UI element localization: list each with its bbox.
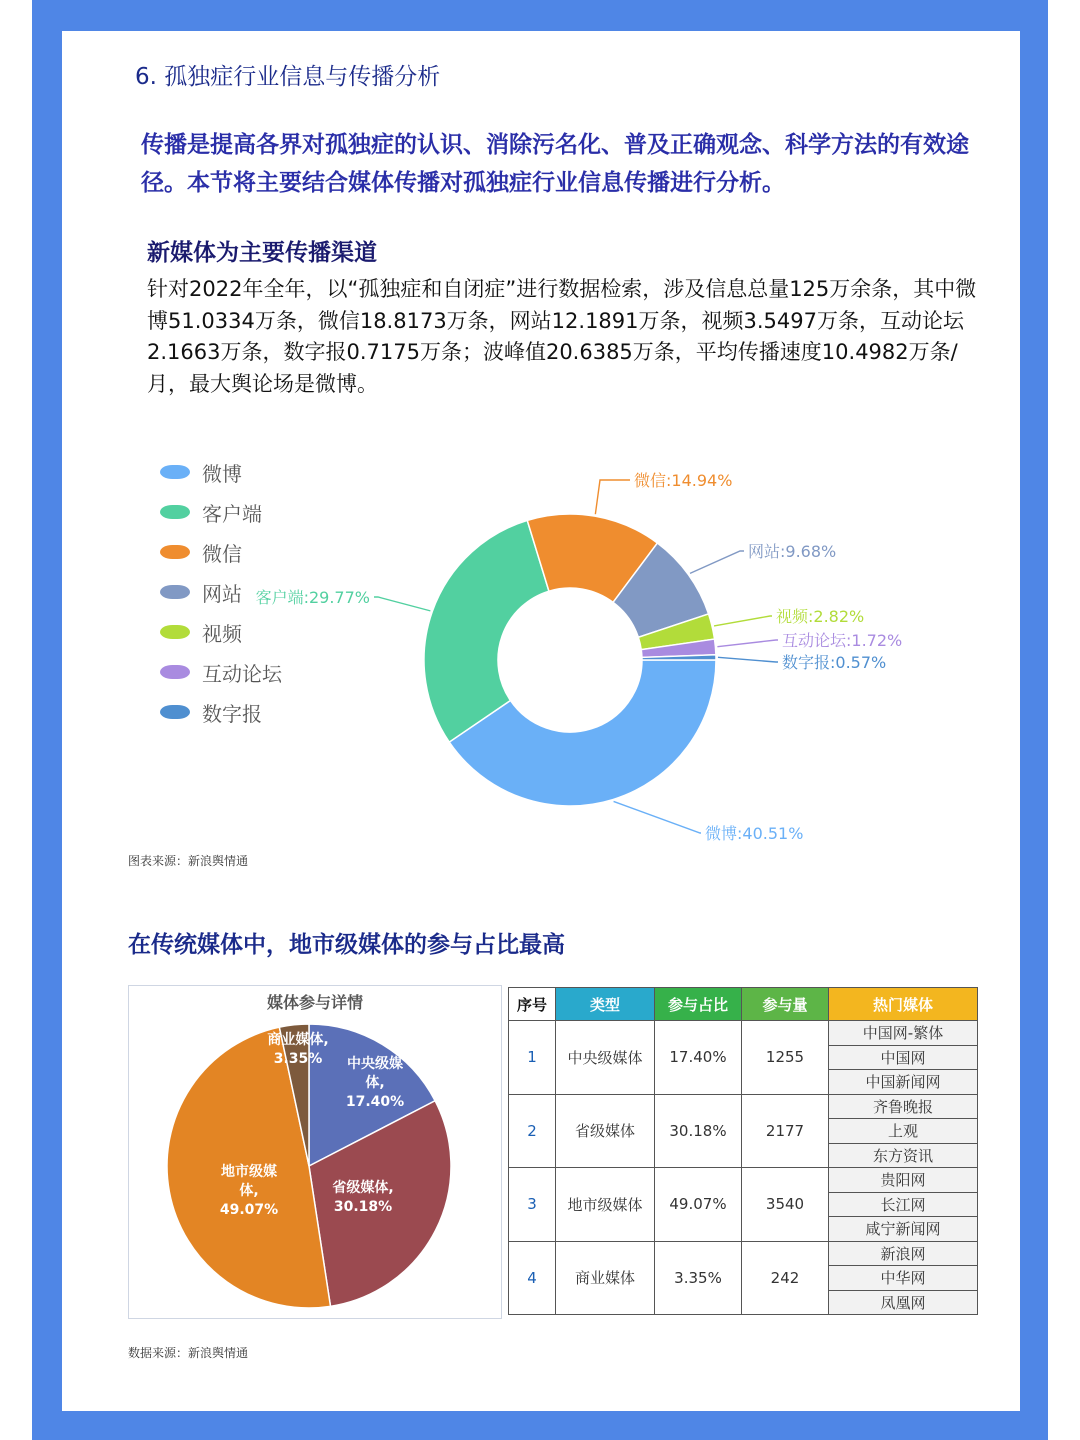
cell-index: 3 — [509, 1168, 556, 1242]
donut-slice-client — [424, 520, 549, 742]
donut-label-forum: 互动论坛:1.72% — [782, 631, 903, 650]
table-header-col-share[interactable]: 参与占比 — [655, 988, 742, 1021]
donut-leader-weibo — [614, 801, 701, 833]
donut-label-website: 网站:9.68% — [748, 542, 837, 561]
pie-label-commercial: 商业媒体, 3.35% — [267, 1032, 329, 1067]
cell-type: 商业媒体 — [556, 1241, 655, 1315]
cell-count: 1255 — [742, 1021, 829, 1095]
cell-share: 17.40% — [655, 1021, 742, 1095]
pie-label-municipal: 地市级媒体, 49.07% — [219, 1164, 279, 1218]
pie-chart-panel — [128, 985, 502, 1319]
cell-hot-media: 贵阳网 — [829, 1168, 978, 1193]
page-border-left — [32, 0, 62, 1440]
cell-count: 3540 — [742, 1168, 829, 1242]
donut-chart — [240, 460, 960, 850]
donut-leader-digital-paper — [718, 657, 778, 662]
cell-share: 3.35% — [655, 1241, 742, 1315]
page-border-right — [1020, 0, 1048, 1440]
cell-hot-media: 中国网 — [829, 1045, 978, 1070]
donut-label-video: 视频:2.82% — [776, 607, 865, 626]
cell-hot-media: 中国新闻网 — [829, 1070, 978, 1095]
traditional-media-heading: 在传统媒体中，地市级媒体的参与占比最高 — [128, 932, 565, 958]
intro-text: 传播是提高各界对孤独症的认识、消除污名化、普及正确观念、科学方法的有效途径。本节将主要结合媒体传播对孤独症行业信息传播进行分析。 — [141, 132, 969, 196]
donut-leader-forum — [717, 640, 778, 647]
legend-swatch — [160, 585, 190, 599]
cell-index: 1 — [509, 1021, 556, 1095]
cell-index: 2 — [509, 1094, 556, 1168]
cell-hot-media: 中国网-繁体 — [829, 1021, 978, 1046]
donut-label-digital-paper: 数字报:0.57% — [782, 653, 887, 672]
table-header-row — [509, 988, 978, 1021]
section-title: 6. 孤独症行业信息与传播分析 — [135, 64, 441, 90]
donut-label-weibo: 微博:40.51% — [705, 824, 804, 843]
cell-hot-media: 上观 — [829, 1119, 978, 1144]
donut-leader-wechat — [595, 480, 630, 514]
table-header-col-count[interactable]: 参与量 — [742, 988, 829, 1021]
cell-hot-media: 齐鲁晚报 — [829, 1094, 978, 1119]
chart-source: 图表来源：新浪舆情通 — [128, 854, 249, 868]
legend-label: 微博 — [202, 461, 242, 486]
cell-share: 49.07% — [655, 1168, 742, 1242]
table-row — [509, 1168, 978, 1193]
pie-chart-title: 媒体参与详情 — [266, 993, 363, 1012]
table-row — [509, 1094, 978, 1119]
donut-label-wechat: 微信:14.94% — [634, 471, 733, 490]
legend-swatch — [160, 705, 190, 719]
table-header-col-index[interactable]: 序号 — [509, 988, 556, 1021]
legend-label: 视频 — [202, 621, 242, 646]
page-border-top — [32, 0, 1048, 31]
legend-swatch — [160, 545, 190, 559]
legend-label: 客户端 — [202, 501, 262, 526]
cell-type: 省级媒体 — [556, 1094, 655, 1168]
pie-label-central: 中央级媒体, 17.40% — [345, 1056, 405, 1110]
legend-swatch — [160, 465, 190, 479]
table-row — [509, 1241, 978, 1266]
donut-leader-video — [714, 616, 772, 626]
cell-count: 2177 — [742, 1094, 829, 1168]
new-media-heading: 新媒体为主要传播渠道 — [147, 240, 377, 266]
cell-hot-media: 咸宁新闻网 — [829, 1217, 978, 1242]
donut-leader-website — [690, 551, 744, 573]
donut-leader-client — [374, 597, 430, 611]
cell-share: 30.18% — [655, 1094, 742, 1168]
legend-label: 互动论坛 — [202, 661, 282, 686]
legend-label: 微信 — [202, 541, 242, 566]
pie-chart — [129, 986, 501, 1318]
cell-type: 中央级媒体 — [556, 1021, 655, 1095]
cell-hot-media: 新浪网 — [829, 1241, 978, 1266]
new-media-paragraph: 针对2022年全年，以“孤独症和自闭症”进行数据检索，涉及信息总量125万余条，其中微博51.0334万条，微信18.8173万条，网站12.1891万条，视频3.5497万条，互动论坛2.1663万条，数字报0.7175万条；波峰值20.6385万条，平均传播速度10.4982万条/月，最大舆论场是微博。 — [147, 277, 977, 396]
page-border-bottom — [32, 1411, 1048, 1440]
cell-type: 地市级媒体 — [556, 1168, 655, 1242]
cell-hot-media: 中华网 — [829, 1266, 978, 1291]
media-table — [508, 987, 978, 1315]
table-header-col-type[interactable]: 类型 — [556, 988, 655, 1021]
legend-label: 数字报 — [202, 701, 262, 726]
legend-swatch — [160, 505, 190, 519]
table-row — [509, 1021, 978, 1046]
table-header-col-media[interactable]: 热门媒体 — [829, 988, 978, 1021]
data-source: 数据来源：新浪舆情通 — [128, 1346, 249, 1360]
cell-hot-media: 东方资讯 — [829, 1143, 978, 1168]
legend-swatch — [160, 625, 190, 639]
cell-hot-media: 凤凰网 — [829, 1290, 978, 1315]
donut-label-client: 客户端:29.77% — [255, 588, 370, 607]
pie-label-provincial: 省级媒体, 30.18% — [332, 1180, 394, 1215]
cell-hot-media: 长江网 — [829, 1192, 978, 1217]
cell-index: 4 — [509, 1241, 556, 1315]
legend-label: 网站 — [202, 581, 242, 606]
legend-swatch — [160, 665, 190, 679]
cell-count: 242 — [742, 1241, 829, 1315]
